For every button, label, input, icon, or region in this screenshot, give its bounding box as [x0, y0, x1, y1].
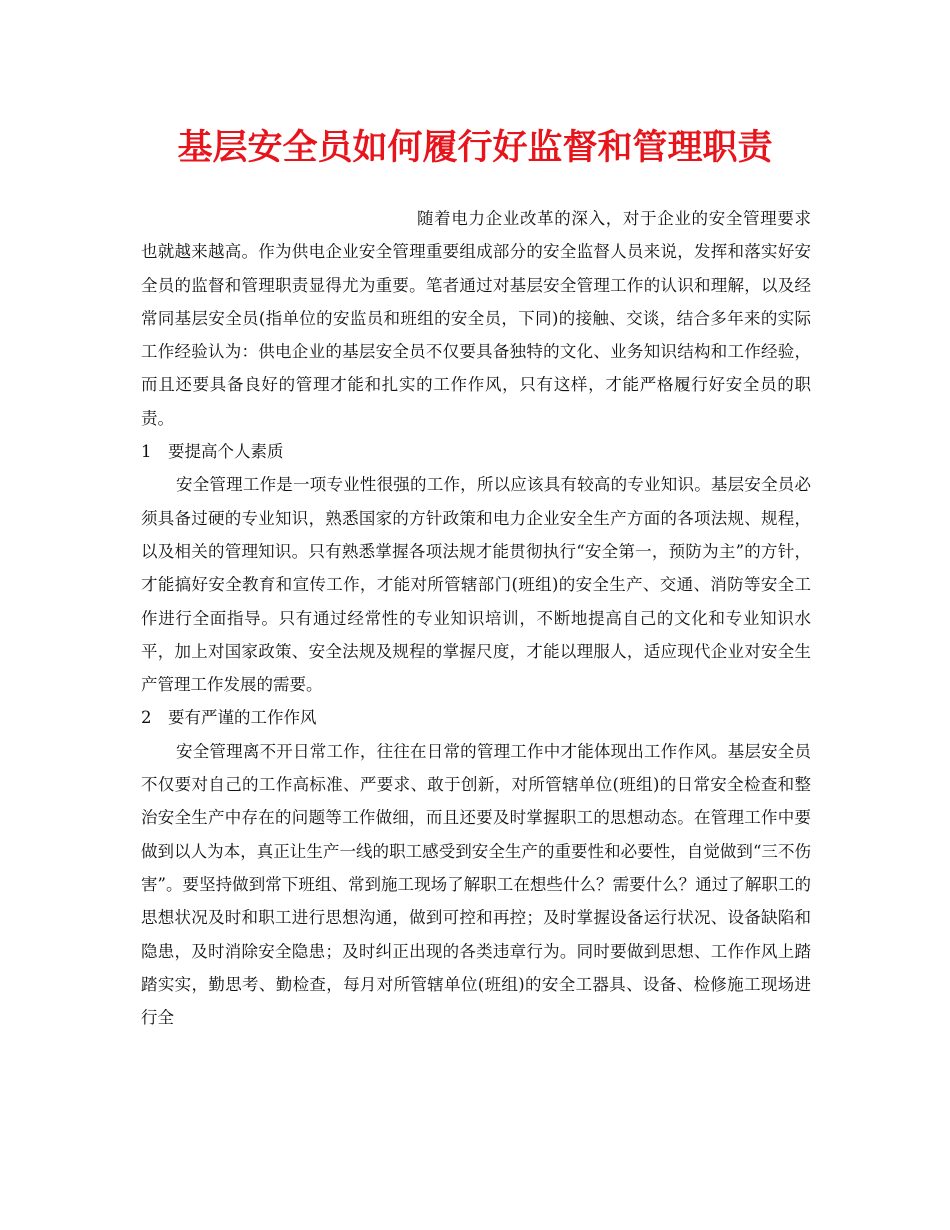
section-2-heading: 2 要有严谨的工作作风	[141, 708, 317, 728]
document-body	[141, 202, 811, 1034]
section-2-paragraph: 安全管理离不开日常工作，往往在日常的管理工作中才能体现出工作作风。基层安全员不仅要对自己的工作高标准、严要求、敢于创新，对所管辖单位(班组)的日常安全检查和整治安全生产中存在的问题等工作做细，而且还要及时掌握职工的思想动态。在管理工作中要做到以人为本，真正让生产一线的职工感受到安全生产的重要性和必要性，自觉做到“三不伤害”。要坚持做到常下班组、常到施工现场了解职工在想些什么？需要什么？通过了解职工的思想状况及时和职工进行思想沟通，做到可控和再控；及时掌握设备运行状况、设备缺陷和隐患，及时消除安全隐患；及时纠正出现的各类违章行为。同时要做到思想、工作作风上踏踏实实，勤思考、勤检查，每月对所管辖单位(班组)的安全工器具、设备、检修施工现场进行全	[141, 741, 811, 1028]
document-title: 基层安全员如何履行好监督和管理职责	[177, 127, 773, 168]
section-1-heading: 1 要提高个人素质	[141, 442, 284, 462]
intro-paragraph: 随着电力企业改革的深入，对于企业的安全管理要求也就越来越高。作为供电企业安全管理重要组成部分的安全监督人员来说，发挥和落实好安全员的监督和管理职责显得尤为重要。笔者通过对基层安全管理工作的认识和理解，以及经常同基层安全员(指单位的安监员和班组的安全员，下同)的接触、交谈，结合多年来的实际工作经验认为：供电企业的基层安全员不仅要具备独特的文化、业务知识结构和工作经验，而且还要具备良好的管理才能和扎实的工作作风，只有这样，才能严格履行好安全员的职责。	[141, 209, 811, 428]
section-1-paragraph: 安全管理工作是一项专业性很强的工作，所以应该具有较高的专业知识。基层安全员必须具备过硬的专业知识，熟悉国家的方针政策和电力企业安全生产方面的各项法规、规程，以及相关的管理知识。只有熟悉掌握各项法规才能贯彻执行“安全第一，预防为主”的方针，才能搞好安全教育和宣传工作，才能对所管辖部门(班组)的安全生产、交通、消防等安全工作进行全面指导。只有通过经常性的专业知识培训，不断地提高自己的文化和专业知识水平，加上对国家政策、安全法规及规程的掌握尺度，才能以理服人，适应现代企业对安全生产管理工作发展的需要。	[141, 475, 811, 695]
